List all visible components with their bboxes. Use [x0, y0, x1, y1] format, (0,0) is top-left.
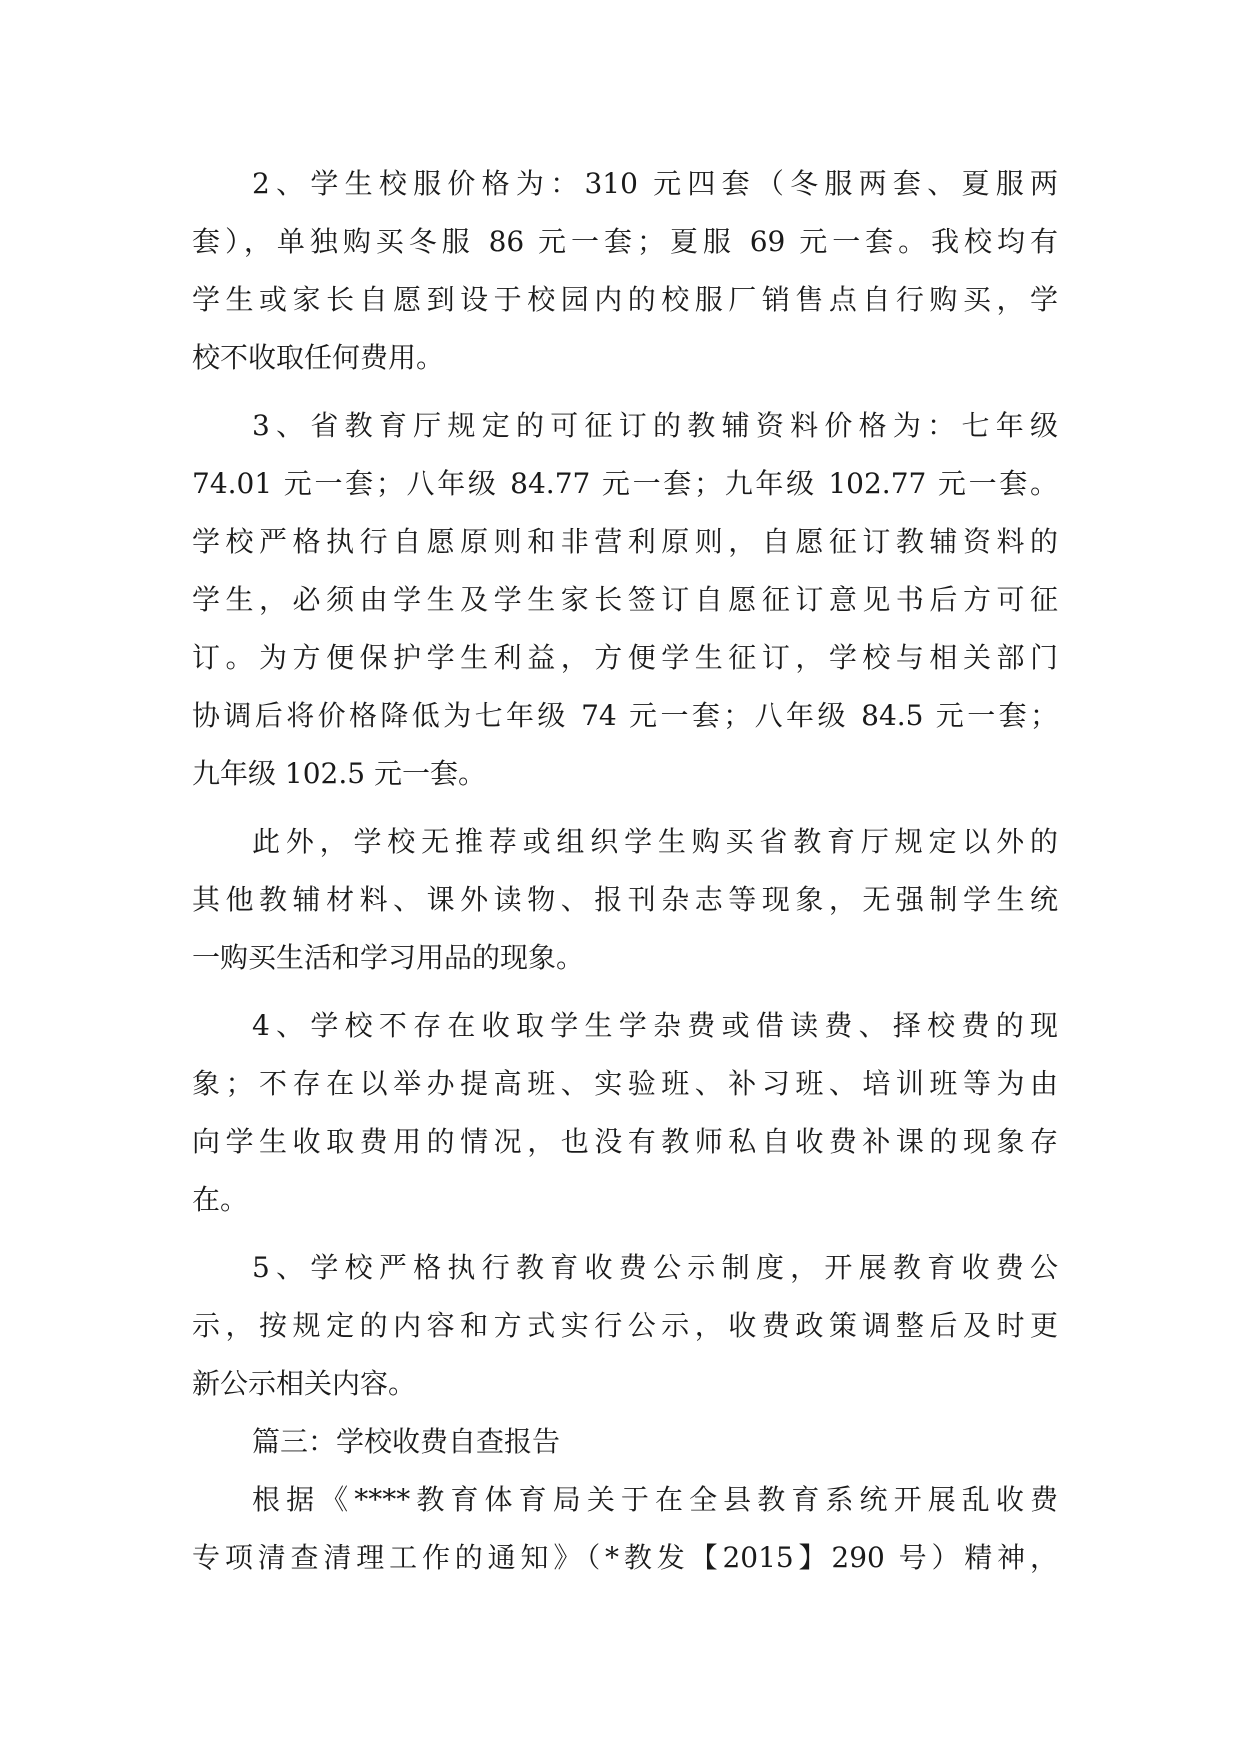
text-line: 校不收取任何费用。	[192, 341, 445, 374]
text-line: 学生，必须由学生及学生家长签订自愿征订意见书后方可征	[192, 583, 1058, 616]
document-body	[192, 155, 1058, 1587]
section-heading	[192, 1413, 1058, 1471]
text-line: 根据《****教育体育局关于在全县教育系统开展乱收费	[252, 1483, 1058, 1516]
text-line: 此外，学校无推荐或组织学生购买省教育厅规定以外的	[252, 825, 1058, 858]
paragraph-according-to-notice	[192, 1471, 1058, 1587]
paragraph-materials-price	[192, 397, 1058, 803]
text-line: 74.01 元一套；八年级 84.77 元一套；九年级 102.77 元一套。	[192, 467, 1058, 500]
text-line: 学校严格执行自愿原则和非营利原则，自愿征订教辅资料的	[192, 525, 1058, 558]
text-line: 协调后将价格降低为七年级 74 元一套；八年级 84.5 元一套；	[192, 699, 1058, 732]
paragraph-uniform-price	[192, 155, 1058, 387]
text-line: 示，按规定的内容和方式实行公示，收费政策调整后及时更	[192, 1309, 1058, 1342]
text-line: 其他教辅材料、课外读物、报刊杂志等现象，无强制学生统	[192, 883, 1058, 916]
heading-line: 篇三：学校收费自查报告	[252, 1425, 561, 1458]
text-line: 一购买生活和学习用品的现象。	[192, 941, 585, 974]
paragraph-no-illegal-fees	[192, 997, 1058, 1229]
text-line: 专项清查清理工作的通知》（*教发【2015】290 号）精神，	[192, 1541, 1058, 1574]
text-line: 象；不存在以举办提高班、实验班、补习班、培训班等为由	[192, 1067, 1058, 1100]
text-line: 向学生收取费用的情况，也没有教师私自收费补课的现象存	[192, 1125, 1058, 1158]
text-line: 2、学生校服价格为：310 元四套（冬服两套、夏服两	[252, 167, 1058, 200]
paragraph-no-extra-materials	[192, 813, 1058, 987]
text-line: 九年级 102.5 元一套。	[192, 757, 486, 790]
text-line: 4、学校不存在收取学生学杂费或借读费、择校费的现	[252, 1009, 1058, 1042]
text-line: 套），单独购买冬服 86 元一套；夏服 69 元一套。我校均有	[192, 225, 1058, 258]
text-line: 学生或家长自愿到设于校园内的校服厂销售点自行购买，学	[192, 283, 1058, 316]
paragraph-fee-disclosure	[192, 1239, 1058, 1413]
text-line: 在。	[192, 1183, 249, 1216]
text-line: 新公示相关内容。	[192, 1367, 417, 1400]
text-line: 5、学校严格执行教育收费公示制度，开展教育收费公	[252, 1251, 1058, 1284]
text-line: 订。为方便保护学生利益，方便学生征订，学校与相关部门	[192, 641, 1058, 674]
text-line: 3、省教育厅规定的可征订的教辅资料价格为：七年级	[252, 409, 1058, 442]
